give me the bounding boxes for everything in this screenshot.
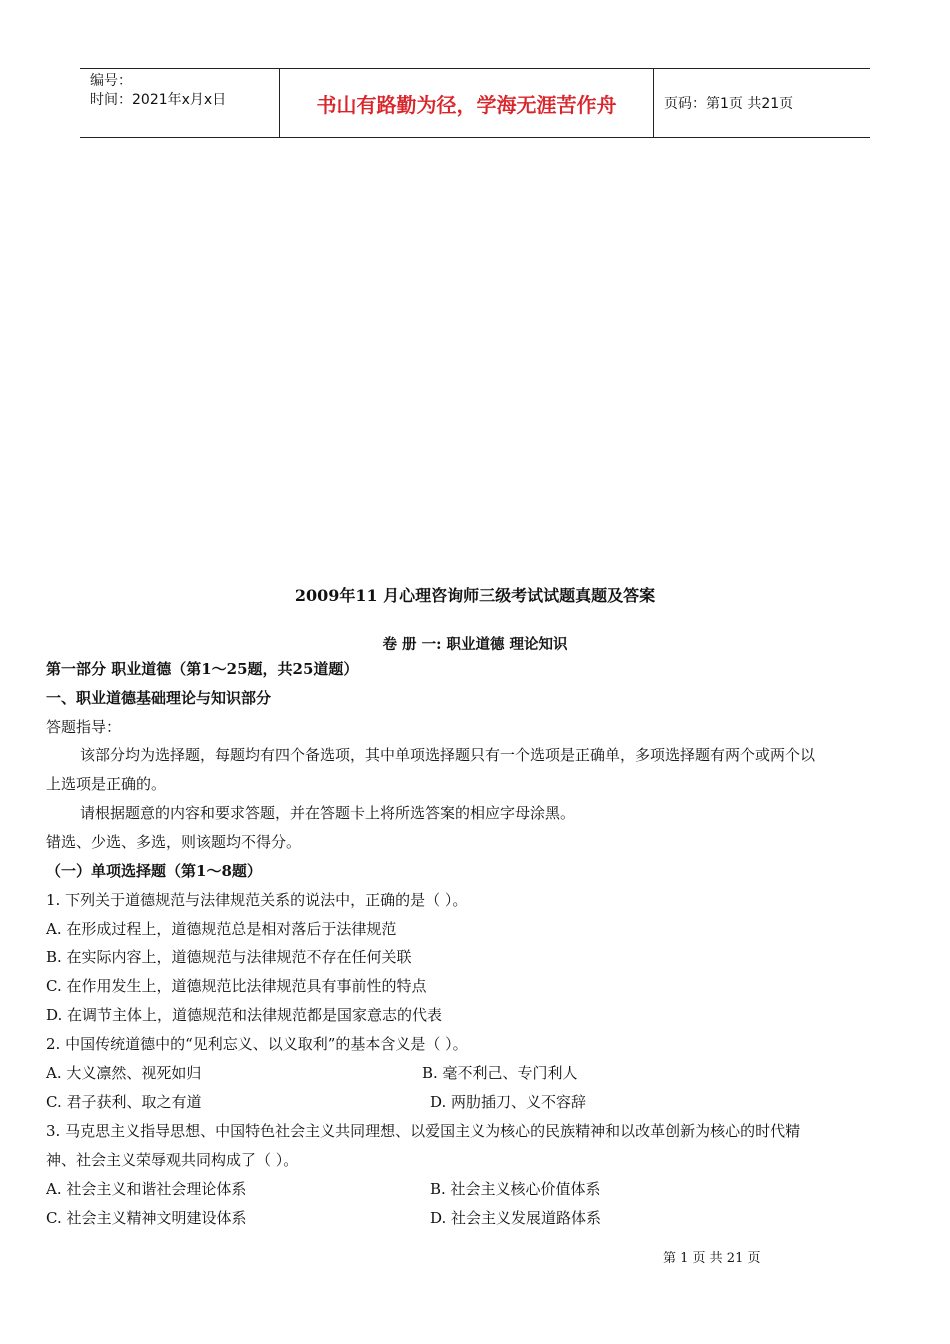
doc-title: 2009年11 月心理咨询师三级考试试题真题及答案 <box>294 586 656 605</box>
header-page-info: 页码：第1页 共21页 <box>664 96 794 112</box>
page-header <box>80 68 870 138</box>
question-3-option-c: C. 社会主义精神文明建设体系 <box>46 1209 247 1227</box>
doc-subtitle: 卷 册 一: 职业道德 理论知识 <box>382 636 568 653</box>
question-1-option-c: C. 在作用发生上，道德规范比法律规范具有事前性的特点 <box>46 977 427 995</box>
question-2: 2. 中国传统道德中的“见利忘义、以义取利”的基本含义是（ ）。 <box>46 1035 468 1053</box>
question-1-option-b: B. 在实际内容上，道德规范与法律规范不存在任何关联 <box>46 948 412 966</box>
question-3-line-2: 神、社会主义荣辱观共同构成了（ ）。 <box>46 1151 299 1169</box>
header-motto: 书山有路勤为径，学海无涯苦作舟 <box>280 69 654 137</box>
question-1-option-a: A. 在形成过程上，道德规范总是相对落后于法律规范 <box>46 920 397 938</box>
question-2-option-b: B. 毫不利己、专门利人 <box>422 1064 578 1082</box>
question-3-line-1: 3. 马克思主义指导思想、中国特色社会主义共同理想、以爱国主义为核心的民族精神和以改革创新为核心的时代精 <box>46 1122 801 1140</box>
guide-paragraph-3: 错选、少选、多选，则该题均不得分。 <box>46 833 302 851</box>
question-2-option-d: D. 两肋插刀、义不容辞 <box>430 1093 587 1111</box>
part-heading: 第一部分 职业道德（第1～25题，共25道题） <box>46 660 359 678</box>
section-heading: 一、职业道德基础理论与知识部分 <box>46 689 272 707</box>
question-1: 1. 下列关于道德规范与法律规范关系的说法中，正确的是（ ）。 <box>46 891 468 909</box>
subsection-heading: （一）单项选择题（第1～8题） <box>46 862 262 880</box>
question-1-option-d: D. 在调节主体上，道德规范和法律规范都是国家意志的代表 <box>46 1006 443 1024</box>
question-3-option-b: B. 社会主义核心价值体系 <box>430 1180 601 1198</box>
question-2-option-c: C. 君子获利、取之有道 <box>46 1093 202 1111</box>
guide-paragraph-2: 请根据题意的内容和要求答题，并在答题卡上将所选答案的相应字母涂黑。 <box>80 804 576 822</box>
page-footer: 第 1 页 共 21 页 <box>663 1251 761 1266</box>
question-3-option-d: D. 社会主义发展道路体系 <box>430 1209 602 1227</box>
guide-paragraph-1b: 上选项是正确的。 <box>46 775 167 793</box>
question-3-option-a: A. 社会主义和谐社会理论体系 <box>46 1180 247 1198</box>
guide-label: 答题指导： <box>46 718 122 736</box>
id-label: 编号： <box>90 73 132 89</box>
question-2-option-a: A. 大义凛然、视死如归 <box>46 1064 202 1082</box>
header-meta <box>80 69 280 137</box>
guide-paragraph-1a: 该部分均为选择题，每题均有四个备选项，其中单项选择题只有一个选项是正确单，多项选择题有两个或两个以 <box>80 746 816 764</box>
time-label: 时间：2021年x月x日 <box>90 92 227 108</box>
